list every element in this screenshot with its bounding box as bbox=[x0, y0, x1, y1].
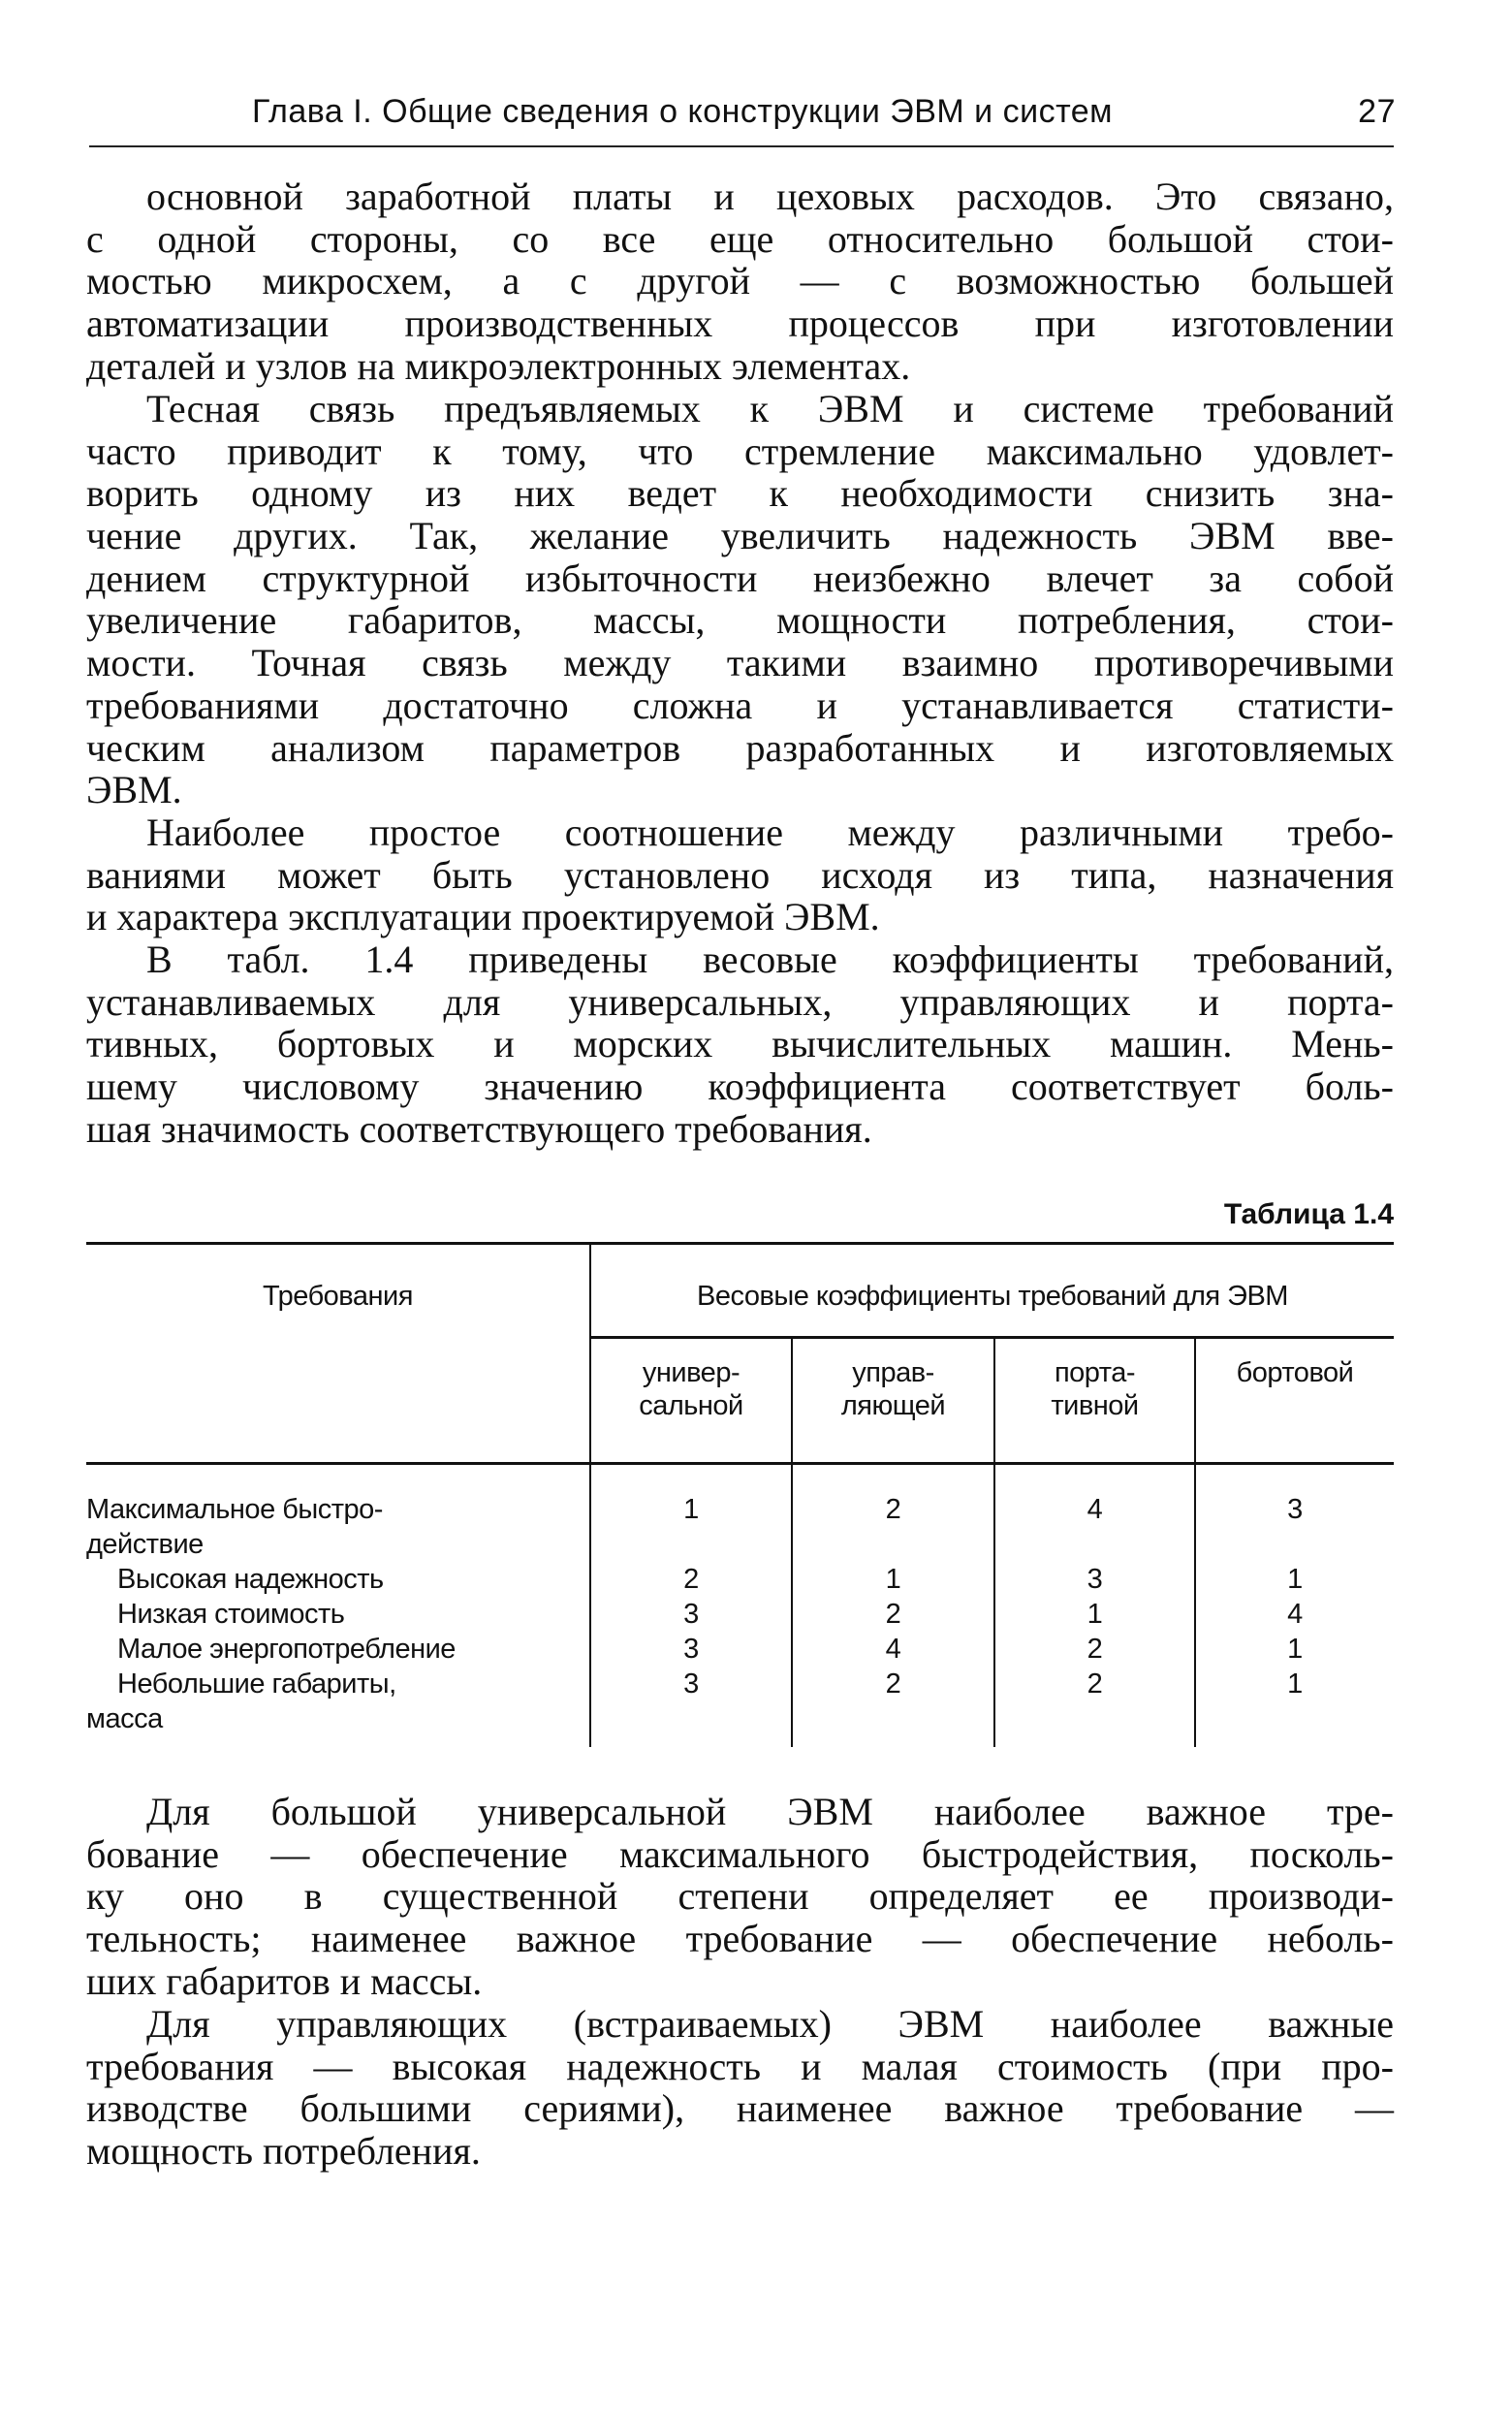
paragraph-5 bbox=[86, 1791, 1394, 2002]
row-label: Низкая стоимость bbox=[117, 1599, 345, 1630]
paragraph-3 bbox=[86, 811, 1394, 938]
text-line: В табл. 1.4 приведены весовые коэффициенты требований, bbox=[146, 937, 1394, 981]
group-header: Весовые коэффициенты требований для ЭВМ bbox=[697, 1281, 1288, 1312]
cell-value: 3 bbox=[683, 1668, 699, 1700]
text-line: часто приводит к тому, что стремление максимально удовлет- bbox=[86, 429, 1394, 473]
text-line: шему числовому значению коэффициента соответствует боль- bbox=[86, 1065, 1394, 1109]
text-line: ворить одному из них ведет к необходимости снизить зна- bbox=[86, 471, 1394, 516]
cell-value: 2 bbox=[683, 1564, 699, 1595]
table-header-rule bbox=[86, 1462, 1394, 1465]
text-line: мощность потребления. bbox=[86, 2129, 481, 2174]
cell-value: 1 bbox=[683, 1494, 699, 1525]
row-label: масса bbox=[86, 1703, 163, 1734]
column-header: бортовой bbox=[1236, 1357, 1354, 1388]
cell-value: 3 bbox=[683, 1634, 699, 1665]
cell-value: 2 bbox=[885, 1668, 901, 1700]
row-label: Высокая надежность bbox=[117, 1564, 384, 1595]
row-label: действие bbox=[86, 1529, 204, 1560]
text-line: с одной стороны, со все еще относительно большой стои- bbox=[86, 216, 1394, 261]
text-line: автоматизации производственных процессов при изготовлении bbox=[86, 302, 1394, 346]
table-top-rule bbox=[86, 1242, 1394, 1245]
paragraph-1 bbox=[86, 175, 1394, 387]
paragraph-4 bbox=[86, 938, 1394, 1150]
header-rule bbox=[89, 145, 1394, 147]
text-line: Для управляющих (встраиваемых) ЭВМ наиболее важные bbox=[146, 2002, 1394, 2046]
text-line: чение других. Так, желание увеличить надежность ЭВМ вве- bbox=[86, 514, 1394, 558]
text-line: мостью микросхем, а с другой — с возможностью большей bbox=[86, 259, 1394, 303]
row-label: Максимальное быстро- bbox=[86, 1494, 383, 1525]
paragraph-2 bbox=[86, 388, 1394, 811]
column-header: порта- bbox=[1054, 1357, 1136, 1388]
column-header: тивной bbox=[1051, 1390, 1139, 1421]
text-line: требованиями достаточно сложна и устанавливается статисти- bbox=[86, 683, 1394, 727]
text-line: изводстве большими сериями), наименее важное требование — bbox=[86, 2086, 1394, 2131]
text-line: основной заработной платы и цеховых расходов. Это связано, bbox=[146, 175, 1394, 218]
page-number: 27 bbox=[1358, 93, 1396, 130]
cell-value: 3 bbox=[683, 1599, 699, 1630]
running-header bbox=[252, 93, 1396, 131]
cell-value: 4 bbox=[885, 1634, 901, 1665]
cell-value: 2 bbox=[885, 1494, 901, 1525]
text-line: ших габаритов и массы. bbox=[86, 1958, 483, 2003]
text-line: мости. Точная связь между такими взаимно противоречивыми bbox=[86, 641, 1394, 685]
text-line: шая значимость соответствующего требования. bbox=[86, 1106, 872, 1151]
cell-value: 1 bbox=[1087, 1599, 1103, 1630]
column-header: универ- bbox=[642, 1357, 740, 1388]
table-group-rule bbox=[589, 1336, 1394, 1339]
cell-value: 1 bbox=[885, 1564, 901, 1595]
cell-value: 1 bbox=[1287, 1634, 1303, 1665]
cell-value: 2 bbox=[1087, 1668, 1103, 1700]
cell-value: 2 bbox=[1087, 1634, 1103, 1665]
col-header-requirements: Требования bbox=[263, 1281, 413, 1312]
column-header: ляющей bbox=[840, 1390, 946, 1421]
text-line: ЭВМ. bbox=[86, 768, 182, 812]
row-label: Небольшие габариты, bbox=[117, 1668, 396, 1700]
text-line: тельность; наименее важное требование — обеспечение неболь- bbox=[86, 1917, 1394, 1961]
table-divider bbox=[1194, 1336, 1196, 1747]
text-line: бование — обеспечение максимального быстродействия, посколь- bbox=[86, 1831, 1394, 1876]
table-caption: Таблица 1.4 bbox=[1223, 1198, 1394, 1230]
text-line: дением структурной избыточности неизбежно влечет за собой bbox=[86, 556, 1394, 600]
column-header: сальной bbox=[639, 1390, 743, 1421]
text-line: и характера эксплуатации проектируемой ЭВМ. bbox=[86, 895, 880, 939]
text-line: тивных, бортовых и морских вычислительных машин. Мень- bbox=[86, 1022, 1394, 1066]
text-line: устанавливаемых для универсальных, управляющих и порта- bbox=[86, 979, 1394, 1024]
cell-value: 3 bbox=[1287, 1494, 1303, 1525]
cell-value: 1 bbox=[1287, 1668, 1303, 1700]
cell-value: 4 bbox=[1087, 1494, 1103, 1525]
cell-value: 1 bbox=[1287, 1564, 1303, 1595]
text-line: ваниями может быть установлено исходя из типа, назначения bbox=[86, 852, 1394, 897]
cell-value: 3 bbox=[1087, 1564, 1103, 1595]
paragraph-6 bbox=[86, 2003, 1394, 2173]
cell-value: 2 bbox=[885, 1599, 901, 1630]
text-line: требования — высокая надежность и малая стоимость (при про- bbox=[86, 2044, 1394, 2088]
table-divider bbox=[589, 1242, 591, 1747]
text-line: Наиболее простое соотношение между различными требо- bbox=[146, 810, 1394, 854]
row-label: Малое энергопотребление bbox=[117, 1634, 456, 1665]
cell-value: 4 bbox=[1287, 1599, 1303, 1630]
column-header: управ- bbox=[852, 1357, 934, 1388]
header-title: Глава I. Общие сведения о конструкции ЭВМ и систем bbox=[252, 93, 1114, 130]
text-line: Для большой универсальной ЭВМ наиболее важное тре- bbox=[146, 1790, 1394, 1833]
text-line: ку оно в существенной степени определяет ее производи- bbox=[86, 1874, 1394, 1919]
weights-table bbox=[86, 1242, 1394, 1747]
text-line: увеличение габаритов, массы, мощности потребления, стои- bbox=[86, 598, 1394, 643]
text-line: Тесная связь предъявляемых к ЭВМ и системе требований bbox=[146, 387, 1394, 430]
text-line: деталей и узлов на микроэлектронных элементах. bbox=[86, 343, 911, 388]
text-line: ческим анализом параметров разработанных и изготовляемых bbox=[86, 725, 1394, 770]
